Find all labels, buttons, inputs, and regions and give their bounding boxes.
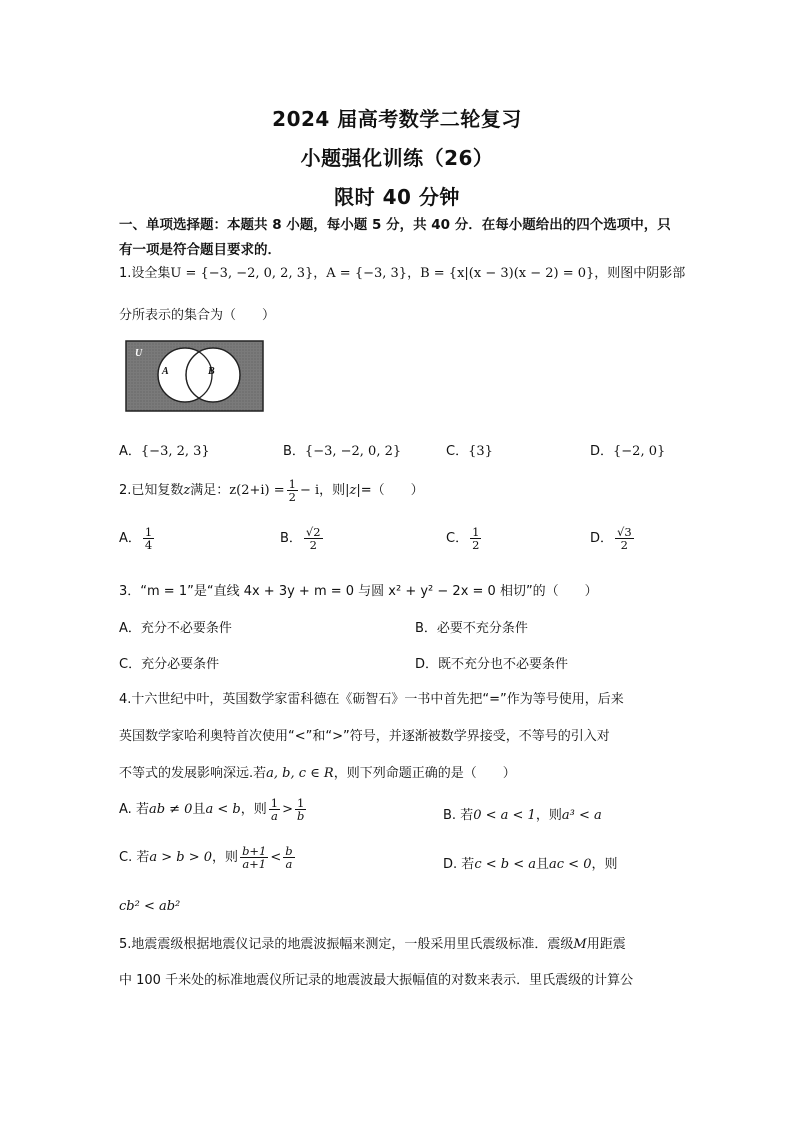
fraction-denominator: a bbox=[285, 857, 293, 872]
q2-fraction bbox=[287, 478, 298, 503]
option-text: ，则 bbox=[240, 802, 267, 818]
option-label: D． bbox=[590, 531, 614, 547]
option-math: c < b < a bbox=[474, 857, 536, 872]
option-math: ac < 0 bbox=[549, 857, 592, 872]
q4-option-d-continuation: cb² < ab² bbox=[119, 899, 181, 914]
fraction-numerator: 1 bbox=[270, 796, 279, 810]
q4-line3-end: ，则下列命题正确的是（ ） bbox=[333, 766, 516, 781]
option-label: D. bbox=[443, 857, 458, 872]
q1-sep: ， bbox=[407, 266, 421, 281]
fraction-denominator: b bbox=[296, 809, 305, 824]
q2-suffix: =（ ） bbox=[360, 483, 424, 499]
option-label: C. bbox=[119, 850, 133, 866]
option-text: 充分必要条件 bbox=[141, 657, 220, 672]
q2-abs: |z| bbox=[345, 483, 361, 499]
option-text: 若 bbox=[135, 802, 149, 818]
q2-option-c[interactable] bbox=[446, 526, 483, 551]
option-text: 且 bbox=[192, 802, 206, 818]
q2-eq: z(2+i) = bbox=[229, 483, 285, 499]
option-fraction bbox=[304, 526, 323, 551]
q5-text: 用距震 bbox=[586, 937, 626, 952]
fraction-numerator: 1 bbox=[144, 525, 153, 539]
option-text: 若 bbox=[460, 808, 474, 823]
q4-option-c[interactable] bbox=[119, 845, 297, 870]
option-label: C． bbox=[119, 657, 142, 672]
q1-sep: ， bbox=[313, 266, 327, 281]
fraction-numerator: b bbox=[285, 844, 293, 858]
option-text: 必要不充分条件 bbox=[436, 621, 528, 636]
option-value: {−2, 0} bbox=[613, 444, 666, 459]
option-fraction bbox=[295, 797, 306, 822]
option-text: 若 bbox=[461, 857, 475, 872]
q4-option-b[interactable] bbox=[443, 804, 602, 823]
fraction-denominator: 2 bbox=[288, 490, 296, 505]
option-text: 且 bbox=[535, 857, 549, 872]
q1-set-b: B = {x|(x − 3)(x − 2) = 0} bbox=[420, 266, 595, 281]
option-operator: < bbox=[270, 850, 282, 866]
q1-option-c[interactable] bbox=[446, 440, 493, 459]
option-label: D． bbox=[590, 444, 614, 459]
q3-option-a[interactable] bbox=[119, 617, 232, 636]
q2-option-a[interactable] bbox=[119, 526, 156, 551]
q1-option-b[interactable] bbox=[283, 440, 401, 459]
option-label: B． bbox=[415, 621, 437, 636]
q3-option-d[interactable] bbox=[415, 653, 568, 672]
time-limit: 限时 40 分钟 bbox=[334, 185, 460, 209]
page-subtitle: 小题强化训练（26） bbox=[300, 146, 494, 170]
q4-option-a[interactable] bbox=[119, 797, 308, 822]
fraction-numerator: 1 bbox=[288, 477, 296, 491]
q3-option-c[interactable] bbox=[119, 653, 219, 672]
option-label: B． bbox=[280, 531, 302, 547]
q5-text: 5.地震震级根据地震仪记录的地震波振幅来测定，一般采用里氏震级标准．震级 bbox=[119, 937, 574, 952]
option-fraction bbox=[615, 526, 634, 551]
page-title: 2024 届高考数学二轮复习 bbox=[272, 107, 522, 131]
fraction-denominator: 4 bbox=[144, 538, 153, 553]
question-5-line1 bbox=[119, 933, 626, 952]
option-fraction bbox=[269, 797, 280, 822]
option-text: 既不充分也不必要条件 bbox=[438, 657, 569, 672]
option-operator: > bbox=[282, 802, 293, 818]
fraction-denominator: 2 bbox=[309, 538, 317, 553]
fraction-numerator: √3 bbox=[617, 525, 632, 539]
q2-mid: 满足： bbox=[190, 483, 230, 499]
q5-math: M bbox=[573, 937, 587, 952]
option-label: B． bbox=[283, 444, 305, 459]
q1-option-d[interactable] bbox=[590, 440, 665, 459]
venn-label-a: A bbox=[162, 366, 169, 377]
option-value: {−3, −2, 0, 2} bbox=[304, 444, 402, 459]
q2-option-b[interactable] bbox=[280, 526, 325, 551]
question-3-stem: 3．“m = 1”是“直线 4x + 3y + m = 0 与圆 x² + y² − 2x = 0 相切”的（ ） bbox=[119, 584, 598, 599]
fraction-numerator: 1 bbox=[472, 525, 480, 539]
option-math: a < b bbox=[205, 802, 241, 818]
q1-set-u: U = {−3, −2, 0, 2, 3} bbox=[170, 266, 314, 281]
venn-diagram bbox=[125, 340, 265, 414]
option-math: 0 < a < 1 bbox=[473, 808, 536, 823]
fraction-numerator: 1 bbox=[295, 797, 306, 810]
fraction-denominator: a+1 bbox=[242, 857, 267, 872]
fraction-denominator: 2 bbox=[620, 538, 628, 553]
q4-option-d[interactable] bbox=[443, 853, 617, 872]
option-value: {−3, 2, 3} bbox=[140, 444, 210, 459]
option-fraction bbox=[143, 526, 154, 551]
option-label: A． bbox=[119, 444, 141, 459]
section-instructions-line2: 有一项是符合题目要求的． bbox=[119, 242, 281, 258]
fraction-denominator: a bbox=[270, 809, 278, 824]
fraction-numerator: b+1 bbox=[242, 844, 267, 858]
question-1-stem bbox=[119, 262, 685, 281]
q4-line3-text: 不等式的发展影响深远.若 bbox=[119, 766, 267, 781]
section-instructions-line1: 一、单项选择题：本题共 8 小题，每小题 5 分，共 40 分．在每小题给出的四个选项中，只 bbox=[119, 217, 671, 233]
option-math: a > b > 0 bbox=[149, 850, 213, 866]
option-math: ab ≠ 0 bbox=[148, 802, 193, 818]
question-2-stem bbox=[119, 478, 424, 503]
fraction-numerator: √2 bbox=[305, 525, 321, 539]
q1-set-a: A = {−3, 3} bbox=[326, 266, 408, 281]
q2-prefix: 2.已知复数 bbox=[119, 483, 184, 499]
option-text: ，则 bbox=[591, 857, 618, 872]
option-label: A． bbox=[119, 621, 141, 636]
q1-option-a[interactable] bbox=[119, 440, 210, 459]
option-label: C． bbox=[446, 444, 469, 459]
option-label: A． bbox=[119, 531, 141, 547]
question-4-line2: 英国数学家哈利奥特首次使用“<”和“>”符号，并逐渐被数学界接受，不等号的引入对 bbox=[119, 729, 610, 744]
venn-label-b: B bbox=[208, 366, 215, 377]
option-text: ，则 bbox=[535, 808, 562, 823]
q2-after: − i bbox=[299, 483, 320, 499]
question-4-line3 bbox=[119, 762, 516, 781]
option-label: B. bbox=[443, 808, 457, 823]
option-fraction bbox=[240, 845, 268, 870]
question-4-line1: 4.十六世纪中叶，英国数学家雷科德在《砺智石》一书中首先把“=”作为等号使用，后来 bbox=[119, 692, 624, 707]
question-5-line2: 中 100 千米处的标准地震仪所记录的地震波最大振幅值的对数来表示．里氏震级的计算公 bbox=[119, 973, 634, 988]
option-value: {3} bbox=[468, 444, 493, 459]
fraction-denominator: 2 bbox=[472, 538, 480, 553]
venn-label-u: U bbox=[135, 348, 143, 359]
option-math: a³ < a bbox=[561, 808, 602, 823]
q1-prefix: 1.设全集 bbox=[119, 266, 171, 281]
option-text: 若 bbox=[136, 850, 150, 866]
option-label: D． bbox=[415, 657, 439, 672]
question-1-stem-line2: 分所表示的集合为（ ） bbox=[119, 308, 276, 323]
option-label: A. bbox=[119, 802, 132, 818]
option-fraction bbox=[470, 526, 481, 551]
option-label: C． bbox=[446, 531, 469, 547]
option-text: 充分不必要条件 bbox=[140, 621, 232, 636]
q3-option-b[interactable] bbox=[415, 617, 528, 636]
q4-line3-math: a, b, c ∈ R bbox=[266, 766, 334, 781]
q1-suffix: ，则图中阴影部 bbox=[594, 266, 686, 281]
q2-option-d[interactable] bbox=[590, 526, 636, 551]
q2-var: z bbox=[183, 483, 191, 499]
option-fraction bbox=[283, 845, 294, 870]
option-text: ，则 bbox=[212, 850, 239, 866]
q2-then: ，则 bbox=[319, 483, 346, 499]
